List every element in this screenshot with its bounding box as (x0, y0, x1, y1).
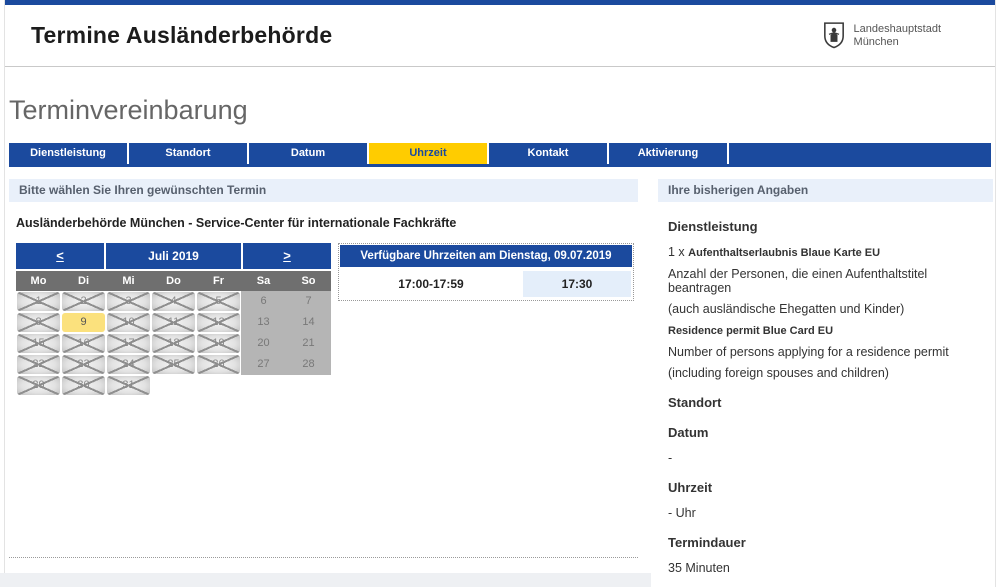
calendar-dayname-so: So (301, 275, 316, 287)
calendar-day-weekend: 20 (241, 333, 286, 354)
tab-standort[interactable]: Standort (129, 143, 247, 164)
calendar-day-tile: 23 (62, 355, 105, 374)
summary-line-text: - Uhr (668, 506, 696, 520)
column-gap (638, 179, 658, 582)
calendar-dayname-di: Di (78, 275, 89, 287)
city-logo-text: Landeshauptstadt München (853, 22, 941, 48)
summary-line-text: 35 Minuten (668, 561, 730, 575)
summary-line (668, 245, 983, 260)
summary-line (668, 506, 983, 520)
calendar-day-tile: 19 (197, 334, 240, 353)
calendar-day-weekend: 21 (286, 333, 331, 354)
summary-line (668, 302, 983, 316)
calendar-day-weekend: 13 (241, 312, 286, 333)
summary-line (668, 323, 983, 338)
summary-heading-datum: Datum (668, 425, 709, 440)
summary-line-text: Aufenthaltserlaubnis Blaue Karte EU (688, 247, 881, 259)
time-slot-list (339, 268, 633, 300)
calendar (16, 243, 331, 396)
available-times-panel (338, 243, 634, 301)
calendar-day-disabled (106, 354, 151, 375)
time-slot-row (339, 268, 633, 300)
calendar-day-tile: 17 (107, 334, 150, 353)
munich-coat-of-arms-icon (823, 22, 845, 49)
summary-line-text: Residence permit Blue Card EU (668, 325, 834, 337)
calendar-day-tile: 4 (152, 292, 195, 311)
calendar-day-disabled (106, 291, 151, 312)
appointment-selection-panel (9, 167, 638, 558)
summary-line-text: Number of persons applying for a residence permit (668, 345, 949, 359)
calendar-week-row (16, 291, 331, 312)
calendar-day-weekend: 27 (241, 354, 286, 375)
tab-datum[interactable]: Datum (249, 143, 367, 164)
calendar-and-times-row (16, 243, 638, 396)
right-section-header: Ihre bisherigen Angaben (658, 179, 993, 202)
calendar-day-disabled (16, 291, 61, 312)
calendar-day-disabled (151, 312, 196, 333)
summary-line-text: - (668, 451, 673, 465)
calendar-week-row (16, 354, 331, 375)
summary-heading-uhrzeit: Uhrzeit (668, 480, 713, 495)
calendar-day-weekend: 7 (286, 291, 331, 312)
calendar-day-weekend: 14 (286, 312, 331, 333)
tab-aktivierung[interactable]: Aktivierung (609, 143, 727, 164)
calendar-day-tile: 22 (17, 355, 60, 374)
calendar-day-tile: 5 (197, 292, 240, 311)
calendar-day-tile: 16 (62, 334, 105, 353)
calendar-dayname-sa: Sa (256, 275, 271, 287)
calendar-day-disabled (106, 375, 151, 396)
calendar-day-tile: 11 (152, 313, 195, 332)
calendar-week-row (16, 375, 331, 396)
calendar-dayname-do: Do (166, 275, 181, 287)
main-content (5, 167, 995, 582)
summary-line-text: (auch ausländische Ehegatten und Kinder) (668, 302, 905, 316)
calendar-dayname-mi: Mi (122, 275, 135, 287)
calendar-day-disabled (151, 354, 196, 375)
calendar-dayname-fr: Fr (213, 275, 224, 287)
tabbar-filler (729, 143, 991, 164)
calendar-week-row (16, 333, 331, 354)
calendar-day-disabled (16, 333, 61, 354)
footer-strip (0, 573, 651, 587)
calendar-day-disabled (61, 333, 106, 354)
calendar-day-empty (196, 375, 241, 396)
summary-heading-termindauer: Termindauer (668, 535, 746, 550)
calendar-day-tile: 26 (197, 355, 240, 374)
calendar-daynames-row (16, 271, 331, 291)
calendar-day-disabled (61, 291, 106, 312)
calendar-day-tile: 8 (17, 313, 60, 332)
calendar-day-tile: 18 (152, 334, 195, 353)
summary-line-prefix: 1 x (668, 245, 689, 259)
tab-uhrzeit[interactable]: Uhrzeit (369, 143, 487, 164)
summary-heading-dienstleistung: Dienstleistung (668, 219, 758, 234)
calendar-next-month-button[interactable] (243, 243, 331, 269)
calendar-day-disabled (151, 291, 196, 312)
calendar-day-disabled (61, 375, 106, 396)
summary-line (668, 345, 983, 359)
page-title: Terminvereinbarung (9, 95, 248, 125)
calendar-day-disabled (151, 333, 196, 354)
calendar-day-tile: 24 (107, 355, 150, 374)
calendar-header (16, 243, 331, 269)
summary-line (668, 561, 983, 575)
calendar-week-row (16, 312, 331, 333)
summary-heading-standort: Standort (668, 395, 722, 410)
calendar-day-tile: 12 (197, 313, 240, 332)
summary (658, 202, 993, 575)
available-times-header: Verfügbare Uhrzeiten am Dienstag, 09.07.2019 (340, 245, 632, 267)
time-slot-button[interactable]: 17:30 (523, 271, 631, 297)
calendar-day-weekend: 28 (286, 354, 331, 375)
office-title: Ausländerbehörde München - Service-Center für internationale Fachkräfte (16, 216, 457, 230)
page (4, 0, 996, 587)
summary-line (668, 366, 983, 380)
calendar-day-tile: 29 (17, 376, 60, 395)
summary-line-text: Anzahl der Personen, die einen Aufenthaltstitel beantragen (668, 267, 928, 295)
calendar-day-tile: 3 (107, 292, 150, 311)
calendar-day-empty (286, 375, 331, 396)
calendar-day-tile: 25 (152, 355, 195, 374)
next-month-icon: > (283, 248, 291, 263)
calendar-day-tile: 1 (17, 292, 60, 311)
calendar-prev-month-button[interactable] (16, 243, 104, 269)
calendar-day-tile: 15 (17, 334, 60, 353)
calendar-day-disabled (196, 312, 241, 333)
tab-dienstleistung[interactable]: Dienstleistung (9, 143, 127, 164)
calendar-month-label: Juli 2019 (106, 243, 241, 269)
calendar-day-disabled (106, 333, 151, 354)
summary-line (668, 451, 983, 465)
calendar-day-disabled (196, 354, 241, 375)
calendar-dayname-mo: Mo (30, 275, 47, 287)
calendar-day-disabled (196, 333, 241, 354)
calendar-day-selected[interactable] (61, 312, 106, 333)
calendar-day-tile: 30 (62, 376, 105, 395)
calendar-day-weekend: 6 (241, 291, 286, 312)
calendar-day-tile: 10 (107, 313, 150, 332)
wizard-tabbar (9, 143, 991, 167)
calendar-day-disabled (196, 291, 241, 312)
calendar-day-tile: 31 (107, 376, 150, 395)
calendar-day-disabled (106, 312, 151, 333)
app-title: Termine Ausländerbehörde (31, 22, 333, 48)
tab-kontakt[interactable]: Kontakt (489, 143, 607, 164)
time-range-label: 17:00-17:59 (398, 277, 464, 291)
calendar-day-empty (241, 375, 286, 396)
calendar-day-disabled (16, 354, 61, 375)
app-header (5, 5, 995, 67)
left-section-header: Bitte wählen Sie Ihren gewünschten Termin (9, 179, 638, 202)
calendar-day-disabled (61, 354, 106, 375)
summary-line (668, 267, 983, 295)
previous-entries-panel (658, 167, 993, 582)
calendar-day-tile[interactable]: 9 (62, 313, 105, 332)
summary-line-text: (including foreign spouses and children) (668, 366, 889, 380)
calendar-day-empty (151, 375, 196, 396)
calendar-day-disabled (16, 375, 61, 396)
calendar-day-disabled (16, 312, 61, 333)
city-logo (823, 22, 941, 49)
prev-month-icon: < (56, 248, 64, 263)
calendar-day-tile: 2 (62, 292, 105, 311)
